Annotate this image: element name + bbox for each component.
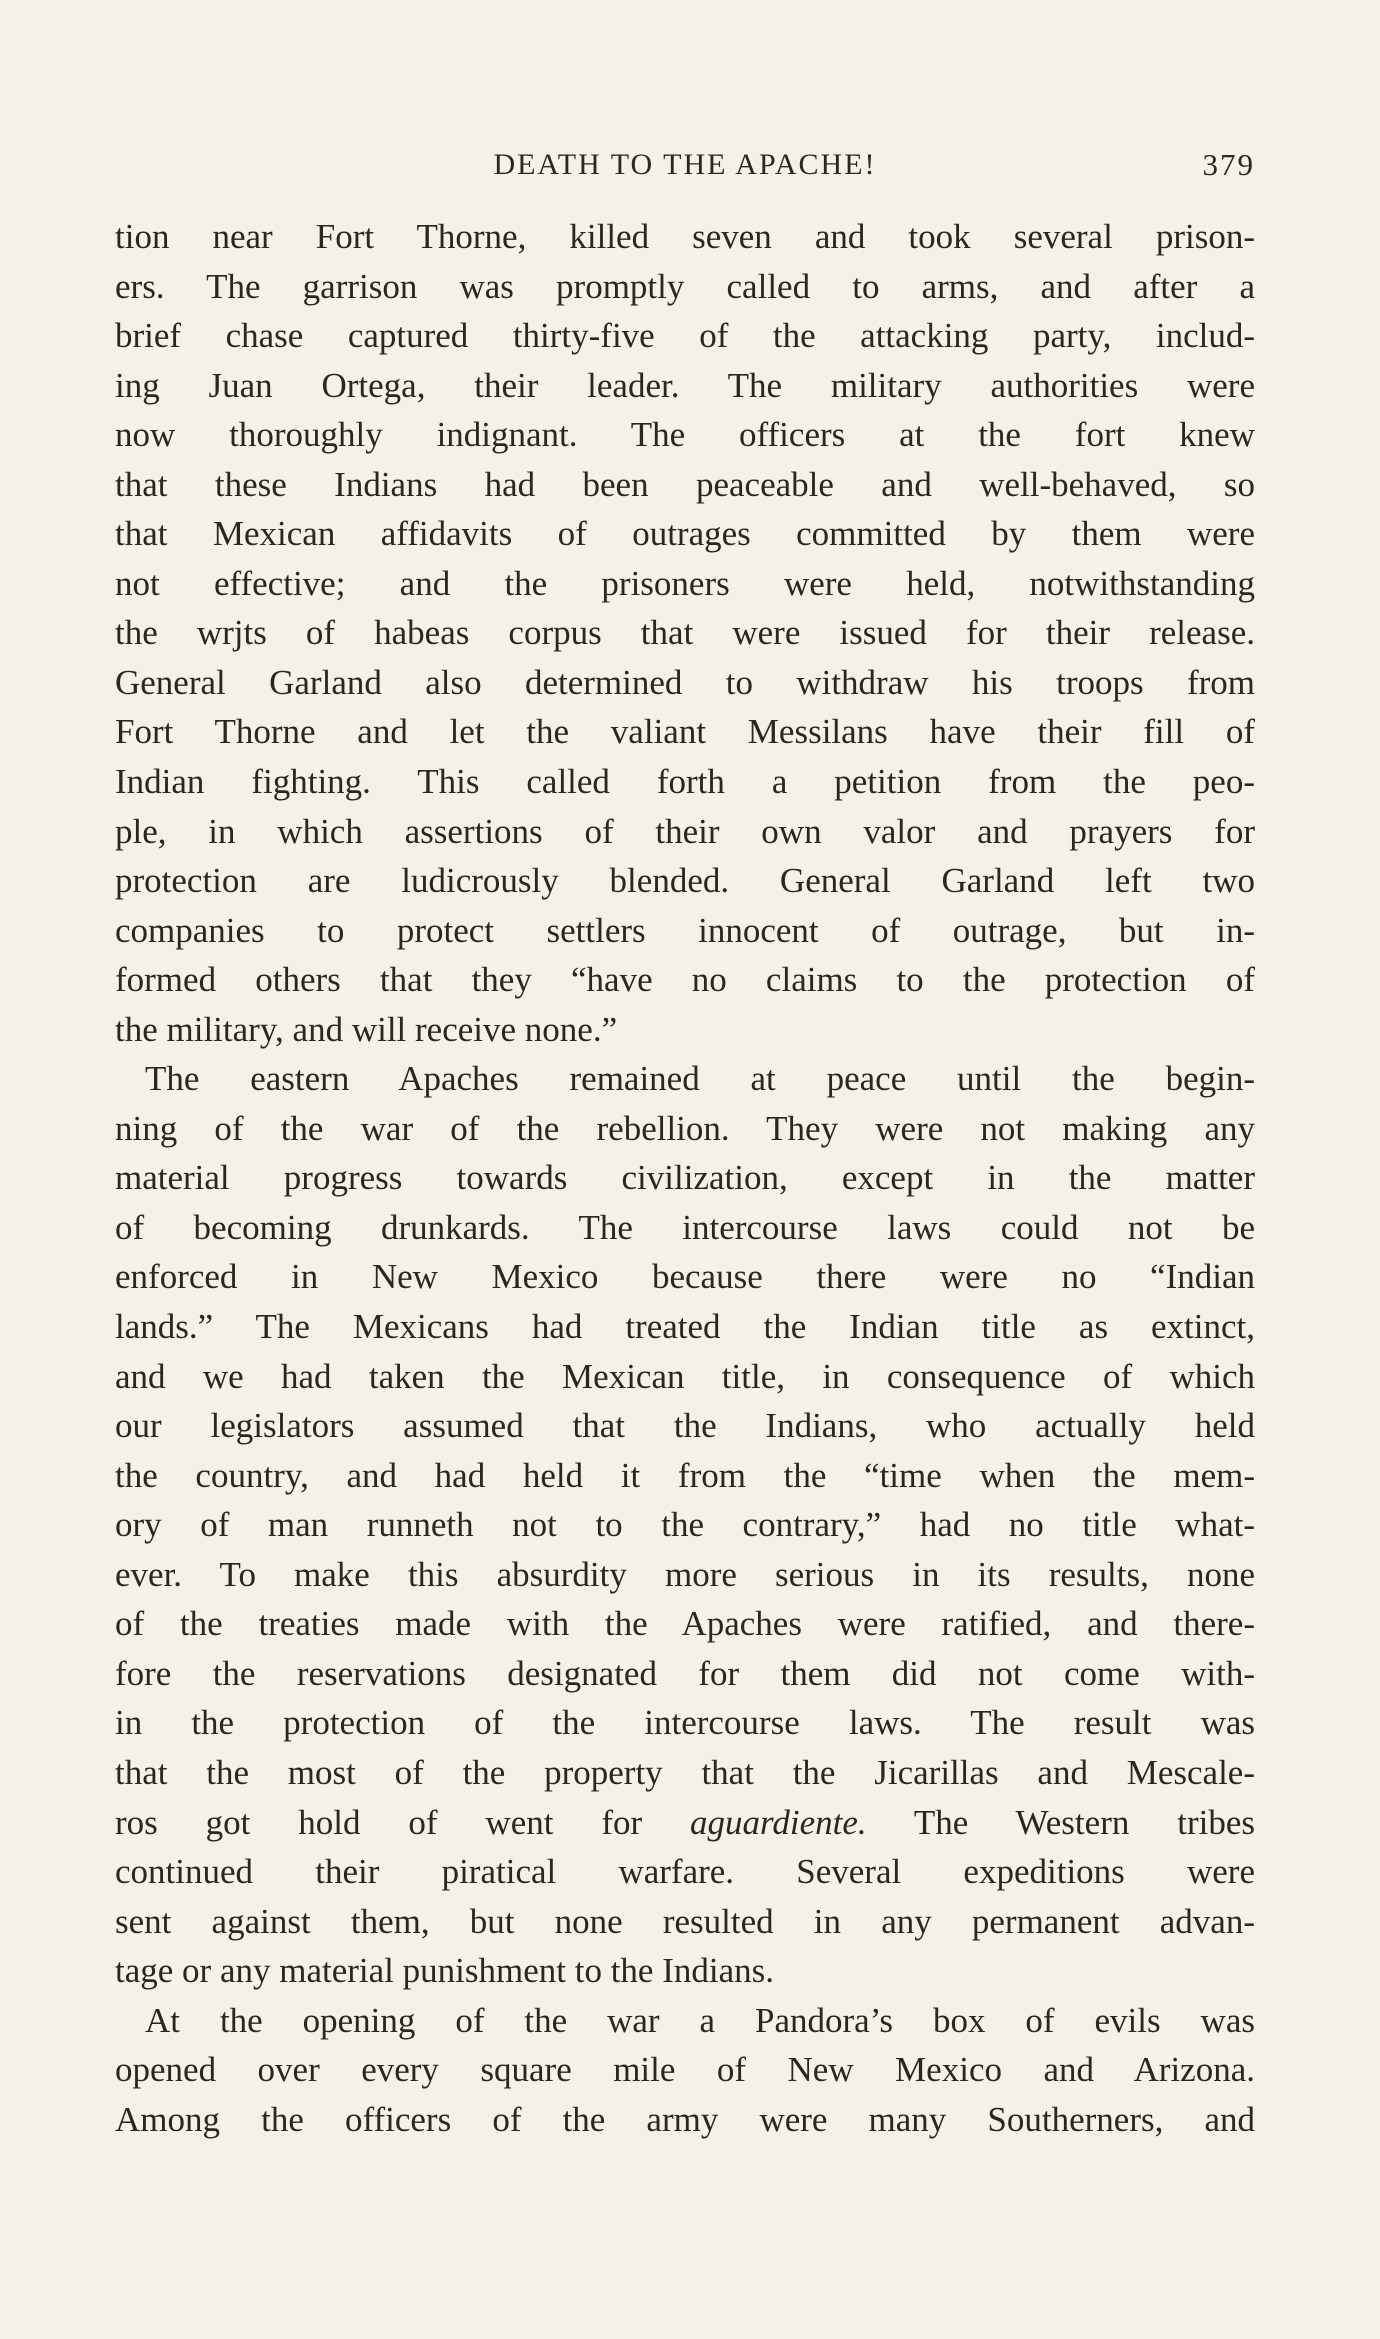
text-line: opened over every square mile of New Mexico and Arizona. xyxy=(115,2050,1255,2090)
text-line-with-italic xyxy=(115,1798,1255,1848)
paragraph-start-line: At the opening of the war a Pandora’s box of evils was xyxy=(145,2000,1255,2040)
text-line: that Mexican affidavits of outrages committed by them were xyxy=(115,514,1255,554)
text-line: that these Indians had been peaceable and well-behaved, so xyxy=(115,464,1255,504)
text-line: Indian fighting. This called forth a petition from the peo- xyxy=(115,762,1255,802)
text-line: ever. To make this absurdity more serious in its results, none xyxy=(115,1554,1255,1594)
text-line: that the most of the property that the Jicarillas and Mescale- xyxy=(115,1752,1255,1792)
running-head xyxy=(115,140,1255,190)
text-line: formed others that they “have no claims to the protection of xyxy=(115,960,1255,1000)
text-line: not effective; and the prisoners were held, notwithstanding xyxy=(115,563,1255,603)
text-line: continued their piratical warfare. Several expeditions were xyxy=(115,1852,1255,1892)
page-number: 379 xyxy=(1202,147,1255,182)
paragraph-start-line: The eastern Apaches remained at peace until the begin- xyxy=(145,1059,1255,1099)
text-line: enforced in New Mexico because there were no “Indian xyxy=(115,1257,1255,1297)
text-line: ple, in which assertions of their own valor and prayers for xyxy=(115,811,1255,851)
italic-term: aguardiente. xyxy=(690,1802,867,1842)
text-line: now thoroughly indignant. The officers at the fort knew xyxy=(115,415,1255,455)
text-line: lands.” The Mexicans had treated the Indian title as extinct, xyxy=(115,1307,1255,1347)
paragraph-end-line: the military, and will receive none.” xyxy=(115,1009,618,1049)
text-line: ning of the war of the rebellion. They were not making any xyxy=(115,1108,1255,1148)
text-line: fore the reservations designated for them did not come with- xyxy=(115,1653,1255,1693)
text-line: ers. The garrison was promptly called to arms, and after a xyxy=(115,266,1255,306)
text-line: tion near Fort Thorne, killed seven and took several prison- xyxy=(115,217,1255,256)
text-line: of the treaties made with the Apaches were ratified, and there- xyxy=(115,1604,1255,1644)
text-line: material progress towards civilization, except in the matter xyxy=(115,1158,1255,1198)
text-line: our legislators assumed that the Indians, who actually held xyxy=(115,1406,1255,1446)
text-line: Fort Thorne and let the valiant Messilans have their fill of xyxy=(115,712,1255,752)
text-segment: ros got hold of went for xyxy=(115,1802,691,1842)
paragraph-end-line: tage or any material punishment to the Indians. xyxy=(115,1951,774,1991)
text-line: companies to protect settlers innocent of outrage, but in- xyxy=(115,910,1255,950)
text-line: protection are ludicrously blended. General Garland left two xyxy=(115,861,1255,901)
body-text xyxy=(115,212,1255,2144)
text-line: of becoming drunkards. The intercourse laws could not be xyxy=(115,1207,1255,1247)
text-line: sent against them, but none resulted in any permanent advan- xyxy=(115,1901,1255,1941)
text-line: in the protection of the intercourse laws. The result was xyxy=(115,1703,1255,1743)
text-line: brief chase captured thirty-five of the attacking party, includ- xyxy=(115,316,1255,356)
text-line: and we had taken the Mexican title, in consequence of which xyxy=(115,1356,1255,1396)
text-line: the country, and had held it from the “time when the mem- xyxy=(115,1455,1255,1495)
text-line: ing Juan Ortega, their leader. The military authorities were xyxy=(115,365,1255,405)
text-line: Among the officers of the army were many Southerners, and xyxy=(115,2099,1255,2139)
text-segment: The Western tribes xyxy=(866,1802,1255,1842)
text-line: the wrjts of habeas corpus that were issued for their release. xyxy=(115,613,1255,653)
text-line: General Garland also determined to withdraw his troops from xyxy=(115,662,1255,702)
text-line: ory of man runneth not to the contrary,” had no title what- xyxy=(115,1505,1255,1545)
running-title: DEATH TO THE APACHE! xyxy=(493,148,877,181)
